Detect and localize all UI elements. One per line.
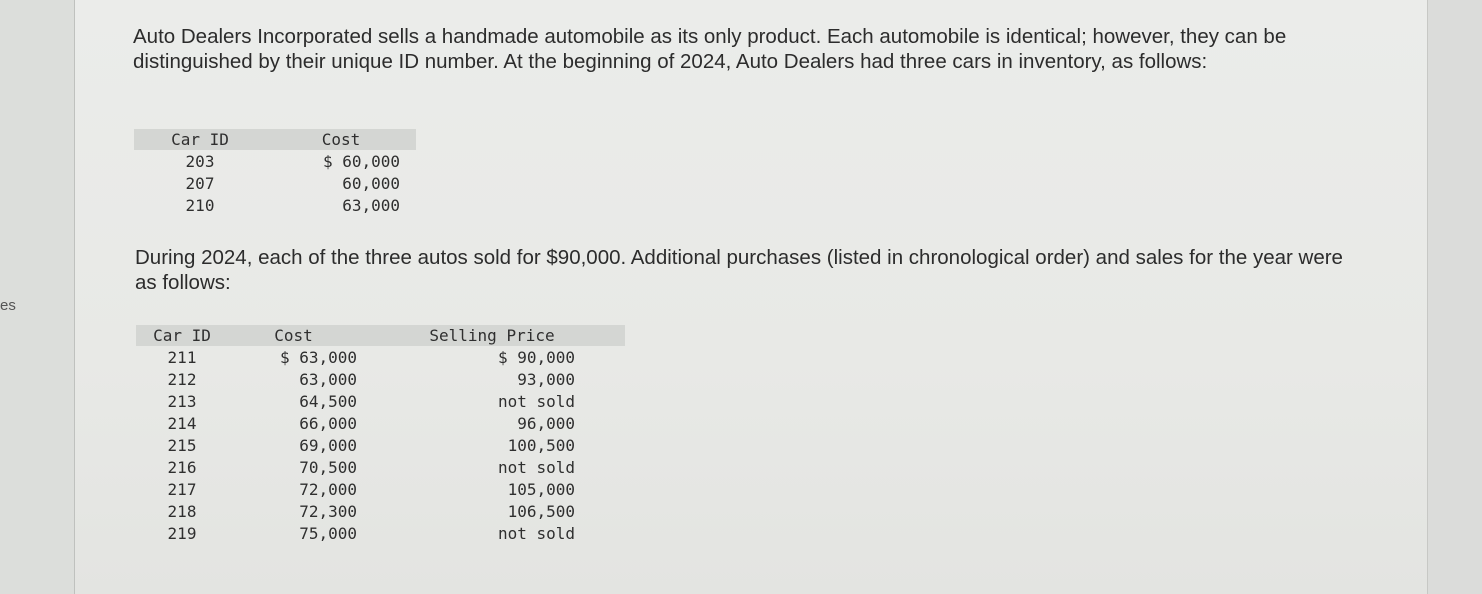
cost-cell: 72,300 [299,501,357,521]
selling-price-cell: 96,000 [517,413,575,433]
table-row [134,172,416,194]
table-row [134,150,416,172]
table-header-row [136,325,625,346]
header-selling-price: Selling Price [359,325,625,346]
table-row [136,412,625,434]
selling-price-cell: not sold [497,457,575,477]
cost-cell: 64,500 [299,391,357,411]
car-id-cell: 216 [167,457,197,477]
cost-cell: 69,000 [299,435,357,455]
table-row [134,194,416,216]
cost-cell: 70,500 [299,457,357,477]
purchases-sales-table [136,325,625,544]
selling-price-cell: not sold [497,523,575,543]
cost-cell: 66,000 [299,413,357,433]
cost-cell: 72,000 [299,479,357,499]
car-id-cell: 217 [167,479,197,499]
car-id-cell: 207 [185,173,215,193]
car-id-cell: 203 [185,151,215,171]
table-row [136,478,625,500]
car-id-cell: 213 [167,391,197,411]
table-row [136,434,625,456]
table-row [136,368,625,390]
left-sidebar-strip [0,0,75,594]
header-cost: Cost [228,325,359,346]
car-id-cell: 214 [167,413,197,433]
cost-cell: 60,000 [342,173,400,193]
table-row [136,346,625,368]
selling-price-cell: 93,000 [517,369,575,389]
header-car-id: Car ID [136,325,228,346]
car-id-cell: 219 [167,523,197,543]
cost-cell: 75,000 [299,523,357,543]
selling-price-cell: not sold [497,391,575,411]
problem-panel [75,0,1427,594]
table-row [136,500,625,522]
intro-paragraph: Auto Dealers Incorporated sells a handmade automobile as its only product. Each automobile is identical; however, they can be distinguished by their unique ID number. At the beginning of 2024, Auto Dealers had three cars in inventory, as follows: [133,25,1287,73]
table-header-row [134,129,416,150]
right-sidebar-strip [1427,0,1482,594]
cost-cell: $ 63,000 [279,347,357,367]
cost-cell: 63,000 [299,369,357,389]
beginning-inventory-table [134,129,416,216]
selling-price-cell: 105,000 [507,479,575,499]
table-row [136,522,625,544]
header-cost: Cost [266,129,416,150]
side-label: es [0,297,16,314]
table-row [136,456,625,478]
car-id-cell: 211 [167,347,197,367]
car-id-cell: 215 [167,435,197,455]
selling-price-cell: $ 90,000 [497,347,575,367]
car-id-cell: 212 [167,369,197,389]
table-row [136,390,625,412]
middle-paragraph: During 2024, each of the three autos sold for $90,000. Additional purchases (listed in chronological order) and sales for the year were as follows: [135,246,1343,294]
car-id-cell: 218 [167,501,197,521]
cost-cell: 63,000 [342,195,400,215]
selling-price-cell: 106,500 [507,501,575,521]
cost-cell: $ 60,000 [322,151,400,171]
car-id-cell: 210 [185,195,215,215]
header-car-id: Car ID [134,129,266,150]
selling-price-cell: 100,500 [507,435,575,455]
